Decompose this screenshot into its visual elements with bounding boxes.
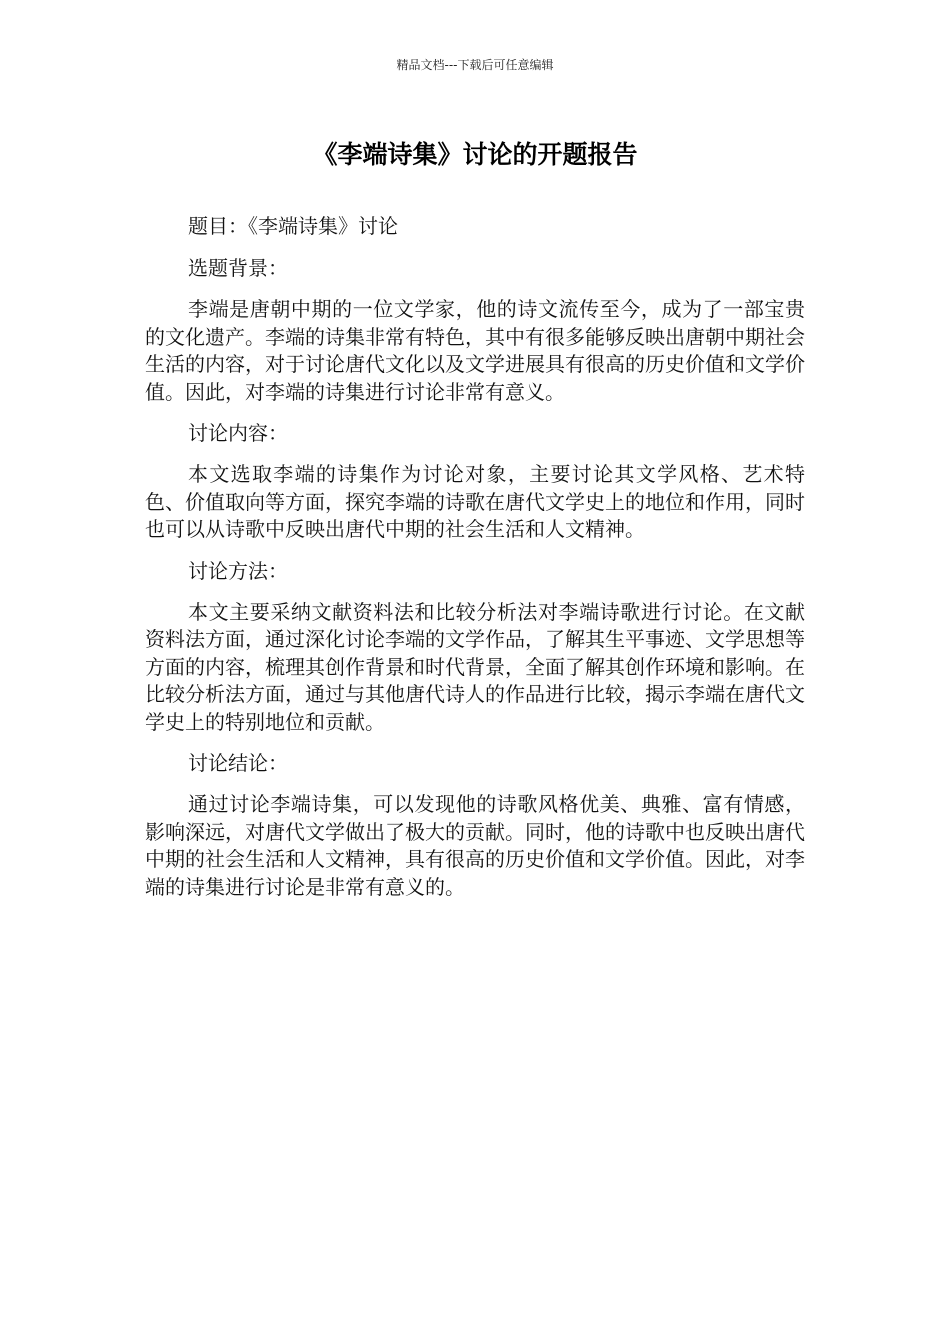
page-header: 精品文档---下载后可任意编辑 bbox=[396, 58, 554, 72]
section-heading-background: 选题背景： bbox=[188, 256, 288, 280]
section-paragraph-content: 本文选取李端的诗集作为讨论对象，主要讨论其文学风格、艺术特色、价值取向等方面，探究李端的诗歌在唐代文学史上的地位和作用，同时也可以从诗歌中反映出唐代中期的社会生活和人文精神。 bbox=[145, 462, 805, 541]
section-paragraph-background: 李端是唐朝中期的一位文学家，他的诗文流传至今，成为了一部宝贵的文化遗产。李端的诗集非常有特色，其中有很多能够反映出唐朝中期社会生活的内容，对于讨论唐代文化以及文学进展具有很高的历史价值和文学价值。因此，对李端的诗集进行讨论非常有意义。 bbox=[145, 297, 805, 404]
section-paragraph-conclusion: 通过讨论李端诗集，可以发现他的诗歌风格优美、典雅、富有情感，影响深远，对唐代文学做出了极大的贡献。同时，他的诗歌中也反映出唐代中期的社会生活和人文精神，具有很高的历史价值和文学价值。因此，对李端的诗集进行讨论是非常有意义的。 bbox=[145, 792, 805, 899]
document-title: 《李端诗集》讨论的开题报告 bbox=[312, 140, 638, 169]
section-paragraph-method: 本文主要采纳文献资料法和比较分析法对李端诗歌进行讨论。在文献资料法方面，通过深化讨论李端的文学作品，了解其生平事迹、文学思想等方面的内容，梳理其创作背景和时代背景，全面了解其创作环境和影响。在比较分析法方面，通过与其他唐代诗人的作品进行比较，揭示李端在唐代文学史上的特别地位和贡献。 bbox=[145, 599, 805, 734]
section-heading-conclusion: 讨论结论： bbox=[188, 751, 288, 775]
section-heading-content: 讨论内容： bbox=[188, 421, 288, 445]
document-body bbox=[145, 212, 805, 914]
topic-line: 题目：《李端诗集》讨论 bbox=[188, 214, 398, 238]
section-heading-method: 讨论方法： bbox=[188, 558, 288, 583]
